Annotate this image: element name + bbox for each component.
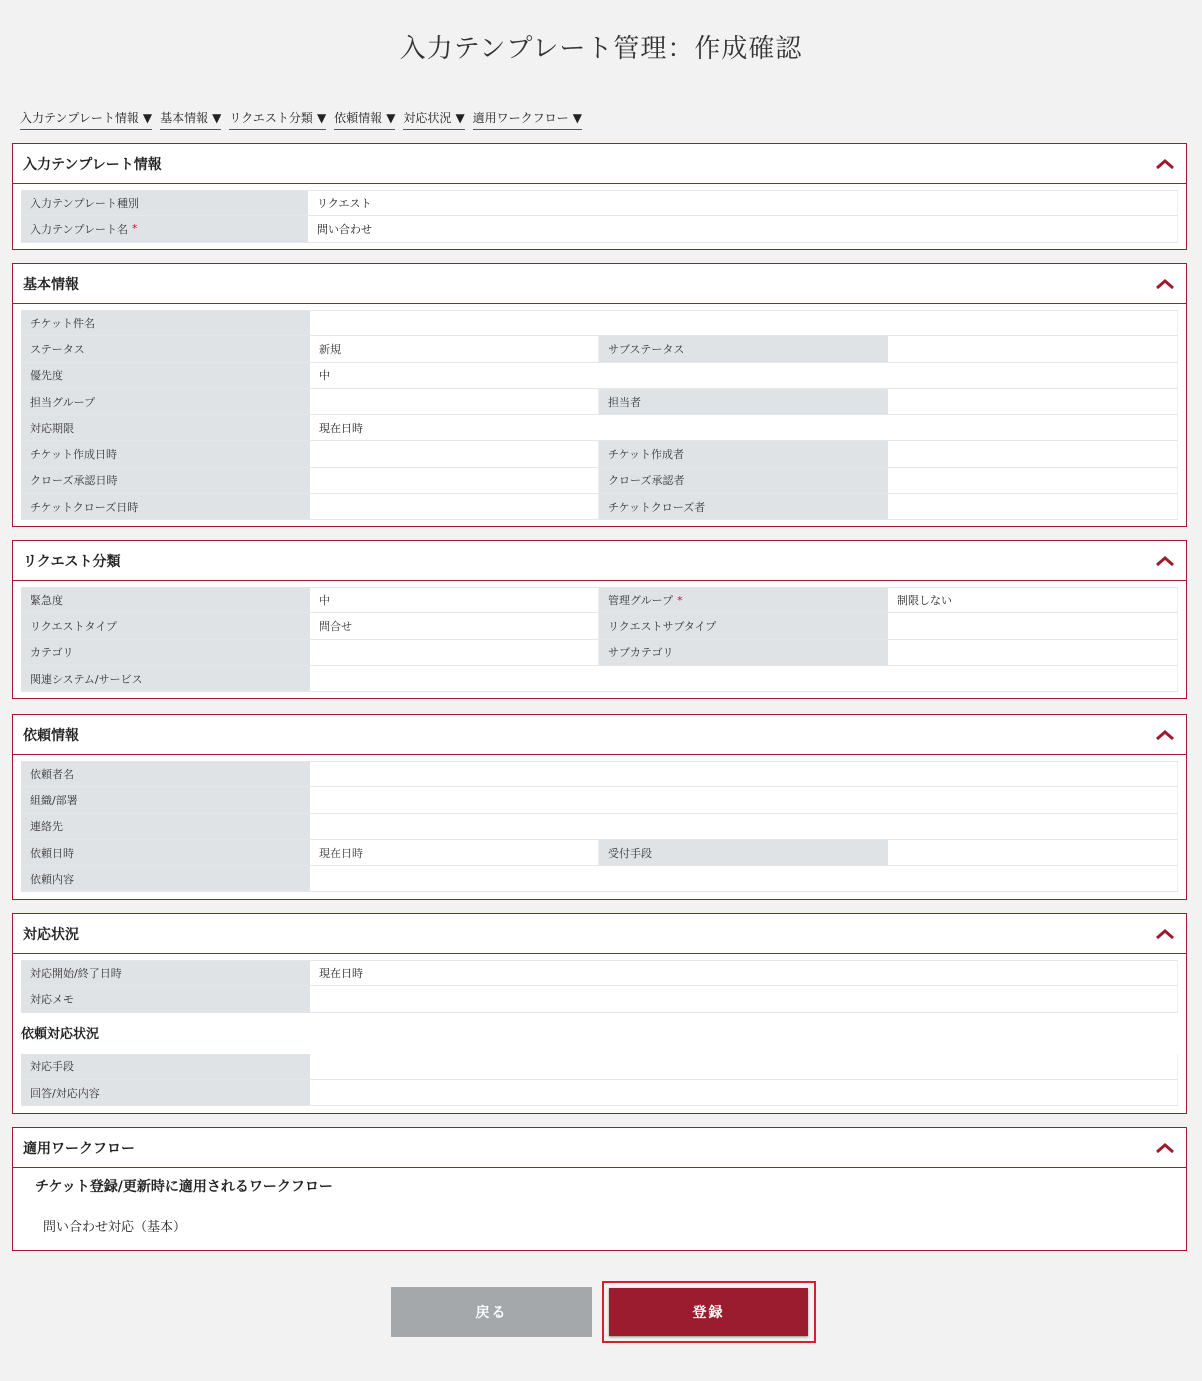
- field-value: [310, 311, 1178, 335]
- field-value: 現在日時: [310, 415, 1178, 440]
- field-value: [310, 814, 1178, 839]
- anchor-basic-info[interactable]: [160, 109, 221, 130]
- field-value: [888, 336, 1178, 361]
- field-value: [888, 441, 1178, 466]
- field-value: [310, 787, 1178, 812]
- caret-down-icon: ▼: [316, 111, 327, 125]
- table-row: [21, 389, 1178, 415]
- table-row: [21, 666, 1178, 692]
- section-header: [13, 541, 1186, 581]
- section-header: [13, 914, 1186, 954]
- table-row: [21, 761, 1178, 787]
- field-label: カテゴリ: [21, 640, 310, 665]
- field-label: リクエストタイプ: [21, 613, 310, 638]
- anchor-workflow[interactable]: [473, 109, 582, 130]
- field-value: [310, 494, 599, 519]
- field-label: チケットクローズ者: [599, 494, 888, 519]
- table-row: [21, 814, 1178, 840]
- table-row: [21, 363, 1178, 389]
- section-header: [13, 144, 1186, 184]
- field-value: 制限しない: [888, 588, 1178, 612]
- anchor-label: 適用ワークフロー: [472, 111, 569, 125]
- caret-down-icon: ▼: [212, 111, 222, 125]
- table-row: [21, 613, 1178, 639]
- anchor-label: 対応状況: [403, 111, 452, 125]
- field-label: 依頼者名: [21, 762, 310, 786]
- chevron-up-icon[interactable]: [1154, 923, 1176, 945]
- table-row: [21, 494, 1178, 520]
- field-label: 依頼内容: [21, 866, 310, 891]
- caret-down-icon: ▼: [572, 111, 582, 125]
- field-label-text: 管理グループ: [608, 594, 674, 608]
- section-header: [13, 715, 1186, 755]
- field-value: 中: [310, 588, 599, 612]
- field-value: 現在日時: [310, 961, 1178, 985]
- field-value: 新規: [310, 336, 599, 361]
- field-value: [888, 613, 1178, 638]
- field-value: 問い合わせ: [308, 216, 1178, 241]
- chevron-up-icon[interactable]: [1154, 724, 1176, 746]
- field-value: [310, 1080, 1178, 1105]
- field-label: 担当グループ: [21, 389, 310, 414]
- field-label: 連絡先: [21, 814, 310, 839]
- section-workflow: [12, 1127, 1187, 1251]
- back-button[interactable]: 戻る: [391, 1287, 592, 1337]
- table-row: [21, 866, 1178, 892]
- field-label: チケット作成日時: [21, 441, 310, 466]
- field-value: [888, 389, 1178, 414]
- anchor-status[interactable]: [403, 109, 464, 130]
- anchor-label: リクエスト分類: [229, 111, 313, 125]
- chevron-up-icon[interactable]: [1154, 1137, 1176, 1159]
- field-label: クローズ承認者: [599, 468, 888, 493]
- field-value: [310, 1054, 1178, 1079]
- workflow-value: 問い合わせ対応（基本）: [43, 1220, 187, 1235]
- field-label: 対応メモ: [21, 986, 310, 1011]
- field-label: 対応手段: [21, 1054, 310, 1079]
- section-anchor-nav: [20, 109, 582, 130]
- anchor-label: 依頼情報: [334, 111, 383, 125]
- field-label: チケットクローズ日時: [21, 494, 310, 519]
- table-row: [21, 587, 1178, 613]
- section-title: 基本情報: [23, 276, 79, 293]
- table-row: [21, 1054, 1178, 1080]
- section-status: [12, 913, 1187, 1114]
- section-title: 依頼情報: [23, 727, 79, 744]
- field-value: [888, 468, 1178, 493]
- field-label: [599, 588, 888, 612]
- section-template-info: [12, 143, 1187, 250]
- chevron-up-icon[interactable]: [1154, 273, 1176, 295]
- workflow-subtitle: チケット登録/更新時に適用されるワークフロー: [35, 1179, 333, 1195]
- section-basic-info: [12, 263, 1187, 527]
- chevron-up-icon[interactable]: [1154, 550, 1176, 572]
- field-label: 関連システム/サービス: [21, 666, 310, 691]
- table-row: [21, 216, 1178, 242]
- table-row: [21, 1080, 1178, 1106]
- caret-down-icon: ▼: [386, 111, 396, 125]
- field-value: 現在日時: [310, 840, 599, 865]
- anchor-label: 基本情報: [160, 111, 209, 125]
- field-label: 入力テンプレート種別: [21, 191, 308, 215]
- section-header: [13, 264, 1186, 304]
- field-label: チケット件名: [21, 311, 310, 335]
- table-row: [21, 640, 1178, 666]
- field-value: [888, 840, 1178, 865]
- field-value: [310, 666, 1178, 691]
- field-value: [310, 762, 1178, 786]
- field-label: 対応開始/終了日時: [21, 961, 310, 985]
- table-row: [21, 336, 1178, 362]
- section-header: [13, 1128, 1186, 1168]
- section-title: 適用ワークフロー: [23, 1140, 135, 1157]
- field-value: [888, 640, 1178, 665]
- field-value: [310, 866, 1178, 891]
- required-mark: *: [677, 593, 683, 607]
- section-request-category: [12, 540, 1187, 699]
- field-label: サブカテゴリ: [599, 640, 888, 665]
- table-row: [21, 441, 1178, 467]
- caret-down-icon: ▼: [142, 111, 153, 125]
- field-label: [21, 216, 308, 241]
- anchor-label: 入力テンプレート情報: [20, 111, 139, 125]
- field-value: [310, 389, 599, 414]
- table-row: [21, 415, 1178, 441]
- field-value: 中: [310, 363, 1178, 388]
- field-value: [888, 494, 1178, 519]
- register-button[interactable]: 登録: [609, 1288, 808, 1336]
- field-label: 回答/対応内容: [21, 1080, 310, 1105]
- section-requestor-info: [12, 714, 1187, 900]
- field-label: 優先度: [21, 363, 310, 388]
- field-label: サブステータス: [599, 336, 888, 361]
- subsection-title: 依頼対応状況: [21, 1026, 100, 1042]
- required-mark: *: [132, 222, 138, 236]
- anchor-template-info[interactable]: [20, 109, 152, 130]
- table-row: [21, 787, 1178, 813]
- chevron-up-icon[interactable]: [1154, 153, 1176, 175]
- section-title: リクエスト分類: [23, 553, 121, 570]
- anchor-request-category[interactable]: [229, 109, 326, 130]
- field-label: 依頼日時: [21, 840, 310, 865]
- field-label: 対応期限: [21, 415, 310, 440]
- field-value: [310, 468, 599, 493]
- anchor-requestor-info[interactable]: [334, 109, 395, 130]
- table-row: [21, 840, 1178, 866]
- caret-down-icon: ▼: [455, 111, 465, 125]
- table-row: [21, 986, 1178, 1012]
- field-value: 問合せ: [310, 613, 599, 638]
- section-title: 対応状況: [23, 926, 79, 943]
- section-title: 入力テンプレート情報: [23, 156, 162, 173]
- table-row: [21, 468, 1178, 494]
- field-label: 担当者: [599, 389, 888, 414]
- field-value: [310, 986, 1178, 1011]
- field-label-text: 入力テンプレート名: [30, 222, 129, 236]
- field-value: [310, 441, 599, 466]
- field-label: 組織/部署: [21, 787, 310, 812]
- field-label: チケット作成者: [599, 441, 888, 466]
- table-row: [21, 310, 1178, 336]
- table-row: [21, 190, 1178, 216]
- field-label: 緊急度: [21, 588, 310, 612]
- field-label: リクエストサブタイプ: [599, 613, 888, 638]
- page-title: 入力テンプレート管理：作成確認: [399, 34, 803, 64]
- table-row: [21, 960, 1178, 986]
- field-label: ステータス: [21, 336, 310, 361]
- field-label: クローズ承認日時: [21, 468, 310, 493]
- field-value: リクエスト: [308, 191, 1178, 215]
- field-label: 受付手段: [599, 840, 888, 865]
- field-value: [310, 640, 599, 665]
